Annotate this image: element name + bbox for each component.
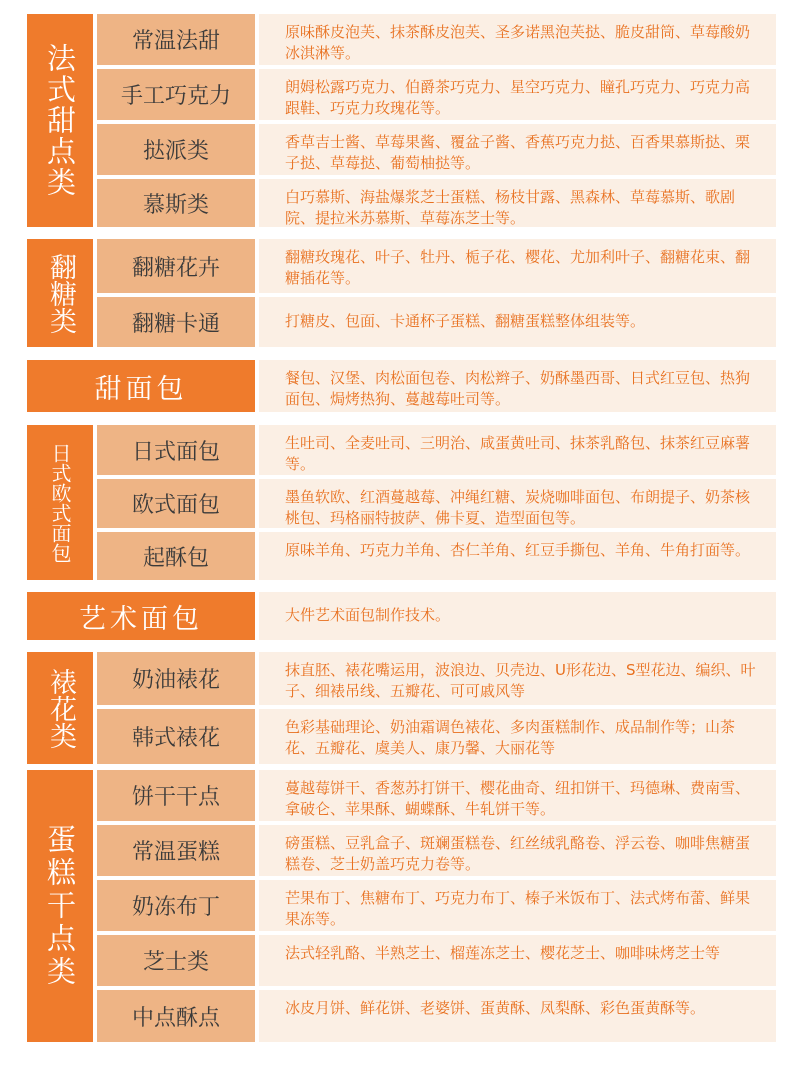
sub-category: [97, 935, 255, 986]
sub-category: [97, 825, 255, 876]
description-text: 打糖皮、包面、卡通杯子蛋糕、翻糖蛋糕整体组装等。: [285, 312, 646, 330]
sub-category-label: 中点酥点: [131, 1005, 220, 1031]
sub-category-label: 奶油裱花: [131, 668, 220, 693]
category-jp-eu-bread: [27, 425, 93, 580]
sub-category: [97, 425, 255, 475]
category-label: 法式甜点类: [43, 43, 77, 198]
description-cell: [259, 709, 776, 764]
category-french-dessert: [27, 14, 93, 227]
description-text: 色彩基础理论、奶油霜调色裱花、多肉蛋糕制作、成品制作等；山茶花、五瓣花、虞美人、康乃馨、大丽花等: [285, 718, 736, 757]
category-label: 日式欧式面包: [48, 442, 72, 563]
sub-category-label: 芝士类: [142, 950, 209, 975]
sub-category-label: 常温法甜: [131, 29, 220, 54]
description-cell: [259, 652, 776, 705]
category-piping: [27, 652, 93, 764]
sub-category: [97, 297, 255, 347]
category-sweet-bread: [27, 360, 255, 412]
category-label: 艺术面包: [79, 603, 203, 635]
description-text: 餐包、汉堡、肉松面包卷、肉松辫子、奶酥墨西哥、日式红豆包、热狗面包、焗烤热狗、蔓越莓吐司等。: [285, 369, 751, 408]
sub-category-label: 起酥包: [142, 545, 209, 571]
sub-category: [97, 14, 255, 65]
sub-category-label: 翻糖花卉: [131, 255, 220, 281]
description-cell: [259, 990, 776, 1042]
description-cell: [259, 770, 776, 821]
sub-category-label: 慕斯类: [142, 192, 209, 218]
description-text: 芒果布丁、焦糖布丁、巧克力布丁、榛子米饭布丁、法式烤布蕾、鲜果果冻等。: [285, 889, 751, 928]
sub-category-label: 日式面包: [131, 439, 220, 465]
description-cell: [259, 935, 776, 986]
description-text: 磅蛋糕、豆乳盒子、斑斓蛋糕卷、红丝绒乳酪卷、浮云卷、咖啡焦糖蛋糕卷、芝士奶盖巧克力卷等。: [285, 834, 751, 873]
category-cake-snack: [27, 770, 93, 1042]
sub-category: [97, 239, 255, 293]
description-text: 原味羊角、巧克力羊角、杏仁羊角、红豆手撕包、羊角、牛角打面等。: [285, 541, 751, 559]
description-text: 白巧慕斯、海盐爆浆芝士蛋糕、杨枝甘露、黑森林、草莓慕斯、歌剧院、提拉米苏慕斯、草莓冻芝士等。: [285, 188, 736, 227]
sub-category: [97, 532, 255, 580]
description-text: 大件艺术面包制作技术。: [285, 606, 451, 624]
sub-category-label: 常温蛋糕: [131, 840, 220, 865]
description-cell: [259, 592, 776, 640]
description-text: 蔓越莓饼干、香葱苏打饼干、樱花曲奇、纽扣饼干、玛德琳、费南雪、拿破仑、苹果酥、蝴蝶酥、牛轧饼干等。: [285, 779, 751, 818]
description-text: 原味酥皮泡芙、抹茶酥皮泡芙、圣多诺黑泡芙挞、脆皮甜筒、草莓酸奶冰淇淋等。: [285, 23, 751, 62]
description-cell: [259, 69, 776, 120]
sub-category: [97, 124, 255, 175]
category-art-bread: [27, 592, 255, 640]
category-label: 裱花类: [45, 667, 76, 749]
description-cell: [259, 360, 776, 412]
description-cell: [259, 124, 776, 175]
sub-category-label: 翻糖卡通: [131, 311, 220, 337]
description-cell: [259, 179, 776, 227]
description-text: 翻糖玫瑰花、叶子、牡丹、栀子花、樱花、尤加利叶子、翻糖花束、翻糖插花等。: [285, 248, 751, 287]
sub-category-label: 韩式裱花: [131, 726, 220, 751]
description-text: 香草吉士酱、草莓果酱、覆盆子酱、香蕉巧克力挞、百香果慕斯挞、栗子挞、草莓挞、葡萄柚挞等。: [285, 133, 751, 172]
sub-category: [97, 479, 255, 528]
description-cell: [259, 532, 776, 580]
description-text: 朗姆松露巧克力、伯爵茶巧克力、星空巧克力、瞳孔巧克力、巧克力高跟鞋、巧克力玫瑰花等。: [285, 78, 751, 117]
sub-category-label: 奶冻布丁: [131, 895, 220, 920]
category-label: 甜面包: [94, 373, 188, 405]
sub-category: [97, 179, 255, 227]
sub-category: [97, 990, 255, 1042]
description-text: 生吐司、全麦吐司、三明治、咸蛋黄吐司、抹茶乳酪包、抹茶红豆麻薯等。: [285, 434, 751, 473]
sub-category: [97, 652, 255, 705]
description-text: 抹直胚、裱花嘴运用，波浪边、贝壳边、U形花边、S型花边、编织、叶子、细裱吊线、五瓣花、可可戚风等: [285, 661, 756, 700]
description-cell: [259, 14, 776, 65]
category-label: 翻糖类: [45, 252, 76, 334]
description-cell: [259, 825, 776, 876]
category-label: 蛋糕干点类: [43, 823, 77, 989]
description-cell: [259, 239, 776, 293]
sub-category: [97, 709, 255, 764]
sub-category-label: 手工巧克力: [120, 84, 231, 109]
sub-category-label: 欧式面包: [131, 493, 220, 518]
description-text: 墨鱼软欧、红酒蔓越莓、冲绳红糖、炭烧咖啡面包、布朗提子、奶茶核桃包、玛格丽特披萨、佛卡夏、造型面包等。: [285, 488, 751, 527]
sub-category: [97, 69, 255, 120]
description-text: 冰皮月饼、鲜花饼、老婆饼、蛋黄酥、凤梨酥、彩色蛋黄酥等。: [285, 999, 706, 1017]
sub-category: [97, 770, 255, 821]
description-cell: [259, 297, 776, 347]
description-cell: [259, 880, 776, 931]
sub-category-label: 挞派类: [142, 139, 209, 164]
sub-category-label: 饼干干点: [131, 785, 220, 810]
description-cell: [259, 425, 776, 475]
category-fondant: [27, 239, 93, 347]
sub-category: [97, 880, 255, 931]
description-text: 法式轻乳酪、半熟芝士、榴莲冻芝士、樱花芝士、咖啡味烤芝士等: [285, 944, 721, 962]
description-cell: [259, 479, 776, 528]
